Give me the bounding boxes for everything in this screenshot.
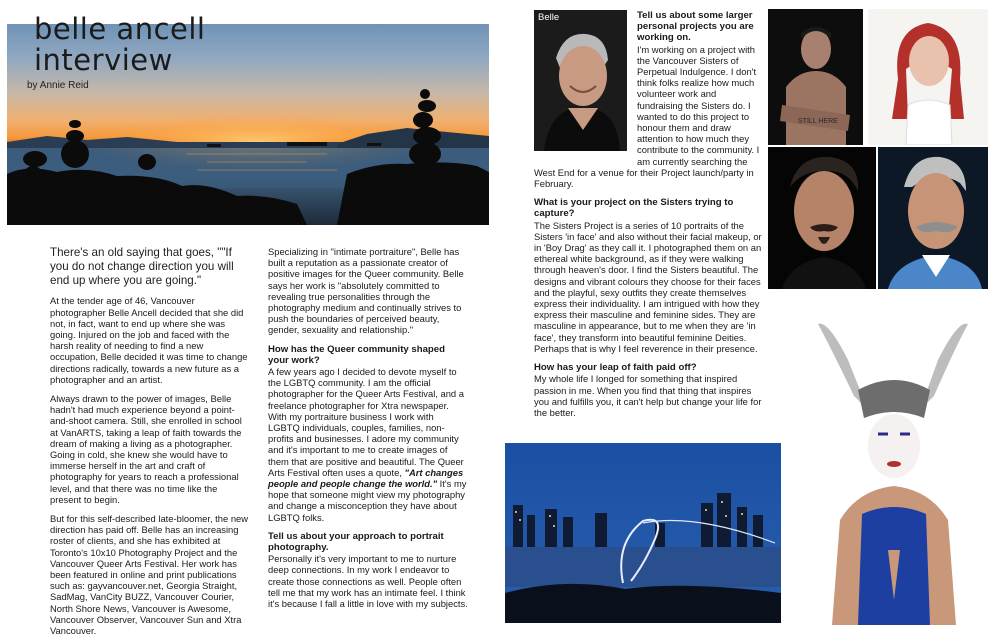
- article-title: [34, 14, 205, 76]
- grey-haired-person-photo: [878, 147, 988, 289]
- interview-answer: My whole life I longed for something that inspired passion in me. When you find that thing that inspires you and fulfills you, it can't help but change your life for the better.: [534, 373, 762, 418]
- byline: by Annie Reid: [27, 80, 89, 91]
- body-paragraph: Specializing in "intimate portraiture", Belle has built a reputation as a passionate creator of positive images for the Queer community. Belle says her work is "absolutely committed to revealing true personalities through the photography medium and continually strives to push the boundaries of perceived beauty, gender, sexuality and relationship.": [268, 246, 464, 336]
- title-line-2: interview: [34, 43, 173, 77]
- lead-paragraph: There's an old saying that goes, ""If you do not change direction you will end up where you are going.": [50, 246, 234, 287]
- portrait-graphic: [868, 9, 988, 145]
- man-with-beard-photo: [768, 147, 876, 289]
- article-column-2: [268, 246, 468, 617]
- interview-question: Tell us about some larger personal projects you are working on.: [637, 10, 754, 44]
- interview-answer: [268, 366, 468, 523]
- interview-answer: I'm working on a project with the Vancouver Sisters of Perpetual Indulgence. I don't think folks realize how much volunteer work and fundraising the Sisters do. I wanted to do this project to honour them and draw attention to how much they contribute to the community. I am currently searching the: [637, 43, 760, 167]
- portrait-graphic: [788, 300, 1000, 625]
- interview-question: How has your leap of faith paid off?: [534, 362, 697, 374]
- answer-text: A few years ago I decided to devote myself to the LGBTQ community. I am the official photographer for the Queer Arts Festival, and a freelance photographer for Xtra newspaper. With my portraiture business I work with LGBTQ individuals, couples, families, non-profits and businesses. I adore my community and it's important to me to create images of them that are positive and beautiful. The Queer Arts Festival often uses a quote,: [268, 366, 464, 478]
- photo-caption: Belle: [538, 12, 560, 23]
- pull-quote: "Art changes people and people change the world.": [268, 466, 464, 490]
- interview-question: Tell us about your approach to portrait photography.: [268, 530, 444, 554]
- article-column-3: [534, 10, 764, 426]
- answer-text: It's my hope that someone might view my photography and change a misconception they have about LGBTQ folks.: [268, 478, 467, 523]
- body-paragraph: At the tender age of 46, Vancouver photographer Belle Ancell decided that she did not, in fact, want to end up where she was going. Injured on the job and faced with the harsh reality of needing to find a new occupation, Belle decided it was time to change directions radically, towards a new future as a photographer and an artist.: [50, 295, 248, 385]
- interview-answer: Personally it's very important to me to nurture deep connections. In my work I endeavor to create those connections as well. People often tell me that my work has an intimate feel. I think it's because I fall a little in love with my subjects.: [268, 553, 468, 610]
- sister-in-face-photo: [788, 300, 1000, 625]
- title-line-1: belle ancell: [34, 12, 206, 46]
- tattoo-text: STILL HERE: [798, 118, 838, 125]
- portrait-graphic: [768, 147, 876, 289]
- body-paragraph: Always drawn to the power of images, Belle hadn't had much experience beyond a point-and-shoot camera. Still, she enrolled in school at VanARTS, taking a leap of faith towards the dream of making a living as a photographer. Going in cold, she knew she would have to immerse herself in the art and craft of photography for years to reach a professional level, and that there was no time like the present to begin.: [50, 393, 242, 505]
- red-haired-woman-photo: [868, 9, 988, 145]
- tattooed-man-photo: [768, 9, 863, 145]
- body-paragraph: But for this self-described late-bloomer, the new direction has paid off. Belle has an increasing roster of clients, and she has exhibited at Toronto's 10x10 Photography Project and the Vancouver Queer Arts Festival. Her work has been featured in online and print publications such as: gayvancouver.net, Georgia Straight, SadMag, VanCity BUZZ, Vancouver Courier, North Shore News, Vancouver is Awesome, Vancouver Observer, Vancouver Sun and Xtra Vancouver.: [50, 513, 249, 637]
- skyline-graphic: [505, 443, 781, 623]
- portrait-graphic: [878, 147, 988, 289]
- interview-answer: West End for a venue for their Project launch/party in February.: [534, 166, 754, 190]
- interview-question: How has the Queer community shaped your work?: [268, 343, 445, 366]
- portrait-graphic: [768, 9, 863, 145]
- interview-question: What is your project on the Sisters trying to capture?: [534, 197, 734, 220]
- interview-answer: The Sisters Project is a series of 10 portraits of the Sisters 'in face' and also without their facial makeup, or in 'Boy Drag' as they call it. I photographed them on an ethereal white background, as if they were walking through heaven's door. I find the Sisters beautiful. The designs and vibrant colours they choose for their faces and the playful, sexy outfits they create themselves express their individuality. I am intrigued with how they express their masculine and feminine sides. They are masculine in appearance, but to me when they are 'in face', they transform into beautiful feminine Deities. Perhaps that is why I feel reverence in their presence.: [534, 219, 762, 354]
- article-column-1: [50, 246, 250, 644]
- city-night-skyline-photo: [505, 443, 781, 623]
- wrapped-intro: [637, 10, 764, 167]
